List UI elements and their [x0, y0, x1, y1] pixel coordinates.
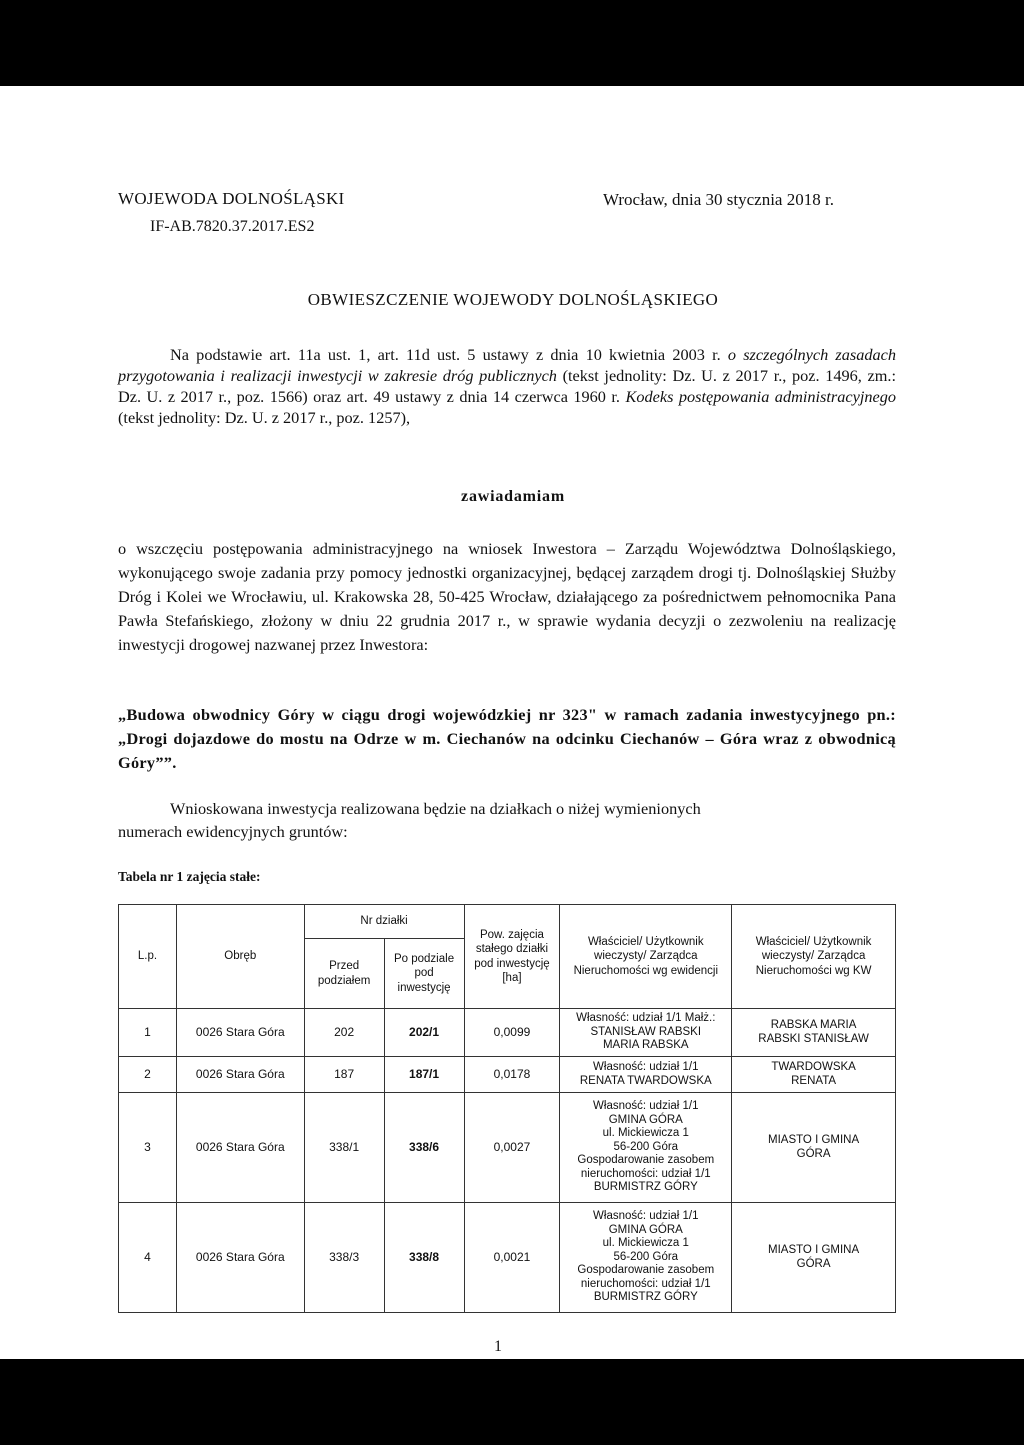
owner-line: Własność: udział 1/1 Małż.:	[576, 1012, 716, 1025]
plots-intro	[118, 797, 896, 843]
legal-basis-citation: (tekst jednolity: Dz. U. z 2017 r., poz. 1496, zm.: Dz. U. z 2017 r., poz. 1566) oraz art. 49 ustawy z dnia 14 czerwca 1960 r.	[118, 366, 896, 406]
owner-line: TWARDOWSKA	[771, 1061, 856, 1073]
owner-line: RENATA	[791, 1074, 837, 1087]
owner-line: ul. Mickiewicza 1	[602, 1127, 689, 1140]
row-plot-before: 187	[304, 1057, 384, 1093]
announcement-verb: zawiadamiam	[461, 488, 565, 505]
row-lp: 3	[119, 1093, 177, 1203]
owner-line: ul. Mickiewicza 1	[602, 1237, 689, 1250]
owner-line: STANISŁAW RABSKI	[590, 1025, 702, 1038]
header-before-division: Przed podziałem	[304, 939, 384, 1009]
row-owner-land-book	[732, 1093, 896, 1203]
case-number: IF-AB.7820.37.2017.ES2	[150, 218, 315, 235]
owner-line: Gospodarowanie zasobem	[577, 1264, 715, 1277]
scan-top-border	[0, 0, 1024, 86]
investment-name: „Budowa obwodnicy Góry w ciągu drogi wojewódzkiej nr 323" w ramach zadania inwestycyjnego pn.: „Drogi dojazdowe do mostu na Odrze w m. Ciechanów na odcinku Ciechanów – Góra wraz z obwodnicą Góry””.	[118, 705, 896, 772]
owner-line: 56-200 Góra	[613, 1140, 679, 1153]
page-number: 1	[494, 1338, 502, 1355]
row-plot-after: 187/1	[384, 1057, 464, 1093]
act-title-kpa: Kodeks postępowania administracyjnego	[625, 387, 896, 406]
row-owner-registry	[560, 1009, 732, 1057]
owner-line: GMINA GÓRA	[608, 1113, 683, 1126]
header-owner-registry: Właściciel/ Użytkownik wieczysty/ Zarządca Nieruchomości wg ewidencji	[560, 905, 732, 1009]
table-row	[119, 1057, 896, 1093]
plots-intro-line1: Wnioskowana inwestycja realizowana będzie na działkach o niżej wymienionych	[170, 799, 701, 818]
row-owner-registry	[560, 1203, 732, 1313]
header-plot-number: Nr działki	[304, 905, 464, 939]
proceedings-description: o wszczęciu postępowania administracyjnego na wniosek Inwestora – Zarządu Województwa Dolnośląskiego, wykonującego swoje zadania przy pomocy jednostki organizacyjnej, będącej zarządem drogi tj. Dolnośląskiej Służby Dróg i Kolei we Wrocławiu, ul. Krakowska 28, 50-425 Wrocław, działającego za pośrednictwem pełnomocnika Pana Pawła Stefańskiego, złożony w dniu 22 grudnia 2017 r., w sprawie wydania decyzji o zezwoleniu na realizację inwestycji drogowej nazwanej przez Inwestora:	[118, 539, 896, 654]
header-precinct: Obręb	[176, 905, 304, 1009]
owner-line: Własność: udział 1/1	[593, 1100, 699, 1113]
owner-line: nieruchomości: udział 1/1	[580, 1167, 711, 1180]
row-owner-registry	[560, 1057, 732, 1093]
issuing-authority: WOJEWODA DOLNOŚLĄSKI	[118, 189, 345, 208]
owner-line: Własność: udział 1/1	[593, 1210, 699, 1223]
row-lp: 2	[119, 1057, 177, 1093]
row-precinct: 0026 Stara Góra	[176, 1057, 304, 1093]
table-caption: Tabela nr 1 zajęcia stałe:	[118, 869, 261, 884]
owner-line: BURMISTRZ GÓRY	[593, 1291, 698, 1304]
legal-basis-intro: Na podstawie art. 11a ust. 1, art. 11d ust. 5 ustawy z dnia 10 kwietnia 2003 r.	[170, 345, 721, 364]
row-plot-before: 202	[304, 1009, 384, 1057]
owner-line: RENATA TWARDOWSKA	[579, 1074, 712, 1087]
scan-bottom-border	[0, 1359, 1024, 1445]
owner-line: MARIA RABSKA	[602, 1039, 689, 1052]
row-owner-land-book	[732, 1009, 896, 1057]
row-area: 0,0027	[464, 1093, 560, 1203]
row-area: 0,0099	[464, 1009, 560, 1057]
header-after-division: Po podziale pod inwestycję	[384, 939, 464, 1009]
row-precinct: 0026 Stara Góra	[176, 1093, 304, 1203]
row-plot-after: 202/1	[384, 1009, 464, 1057]
table-row	[119, 1203, 896, 1313]
header-occupied-area: Pow. zajęcia stałego działki pod inwestycję [ha]	[464, 905, 560, 1009]
row-precinct: 0026 Stara Góra	[176, 1009, 304, 1057]
owner-line: GÓRA	[796, 1257, 831, 1270]
owner-line: Gospodarowanie zasobem	[577, 1154, 715, 1167]
owner-line: MIASTO I GMINA	[768, 1244, 860, 1256]
owner-line: RABSKA MARIA	[770, 1019, 857, 1031]
row-owner-land-book	[732, 1203, 896, 1313]
row-plot-before: 338/1	[304, 1093, 384, 1203]
row-plot-before: 338/3	[304, 1203, 384, 1313]
owner-line: BURMISTRZ GÓRY	[593, 1181, 698, 1194]
notice-title: OBWIESZCZENIE WOJEWODY DOLNOŚLĄSKIEGO	[307, 290, 719, 309]
owner-line: nieruchomości: udział 1/1	[580, 1277, 711, 1290]
owner-line: Własność: udział 1/1	[593, 1061, 699, 1073]
legal-basis-citation-kpa: (tekst jednolity: Dz. U. z 2017 r., poz. 1257),	[118, 408, 411, 427]
owner-line: GÓRA	[796, 1147, 831, 1160]
plots-intro-line2: numerach ewidencyjnych gruntów:	[118, 822, 348, 841]
row-area: 0,0178	[464, 1057, 560, 1093]
place-and-date: Wrocław, dnia 30 stycznia 2018 r.	[603, 190, 834, 209]
owner-line: 56-200 Góra	[613, 1250, 679, 1263]
row-lp: 1	[119, 1009, 177, 1057]
row-owner-land-book	[732, 1057, 896, 1093]
row-lp: 4	[119, 1203, 177, 1313]
table-row	[119, 1093, 896, 1203]
act-title-roads: o szczególnych zasadach przygotowania i realizacji inwestycji w zakresie dróg publicznych	[118, 345, 897, 385]
table-row	[119, 1009, 896, 1057]
row-plot-after: 338/6	[384, 1093, 464, 1203]
row-owner-registry	[560, 1093, 732, 1203]
owner-line: RABSKI STANISŁAW	[758, 1032, 869, 1045]
header-lp: L.p.	[119, 905, 177, 1009]
owner-line: MIASTO I GMINA	[768, 1134, 860, 1146]
owner-line: GMINA GÓRA	[608, 1223, 683, 1236]
row-plot-after: 338/8	[384, 1203, 464, 1313]
parcels-table	[118, 904, 896, 1313]
row-precinct: 0026 Stara Góra	[176, 1203, 304, 1313]
row-area: 0,0021	[464, 1203, 560, 1313]
header-owner-land-book: Właściciel/ Użytkownik wieczysty/ Zarządca Nieruchomości wg KW	[732, 905, 896, 1009]
legal-basis-paragraph	[118, 344, 896, 428]
